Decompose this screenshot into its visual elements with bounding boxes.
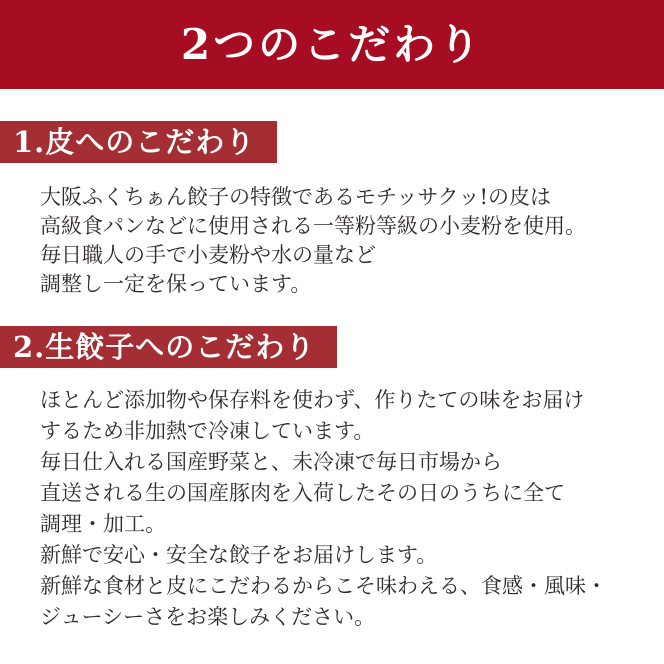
text-line: 毎日仕入れる国産野菜と、未冷凍で毎日市場から bbox=[40, 450, 502, 474]
header-banner bbox=[0, 0, 664, 89]
section-1-body bbox=[40, 183, 644, 299]
text-line: ほとんど添加物や保存料を使わず、作りたての味をお届け bbox=[40, 388, 585, 412]
text-line: 調理・加工。 bbox=[40, 512, 166, 536]
text-line: 調整し一定を保っています。 bbox=[40, 272, 312, 296]
text-line: 毎日職人の手で小麦粉や水の量など bbox=[40, 243, 376, 267]
page-title: 2つのこだわり bbox=[180, 19, 484, 69]
section-1-heading-row bbox=[0, 121, 664, 163]
section-2-body bbox=[40, 385, 644, 633]
section-2-heading-bar: 2.生餃子へのこだわり bbox=[0, 326, 337, 368]
section-1-heading-bar: 1.皮へのこだわり bbox=[0, 121, 277, 163]
text-line: 直送される生の国産豚肉を入荷したその日のうちに全て bbox=[40, 481, 565, 505]
text-line: 高級食パンなどに使用される一等粉等級の小麦粉を使用。 bbox=[40, 214, 586, 238]
text-line: 新鮮で安心・安全な餃子をお届けします。 bbox=[40, 543, 438, 567]
text-line: 大阪ふくちぁん餃子の特徴であるモチッサクッ!の皮は bbox=[40, 185, 551, 209]
text-line: ジューシーさをお楽しみください。 bbox=[40, 605, 376, 629]
section-2-heading-row bbox=[0, 326, 664, 368]
text-line: 新鮮な食材と皮にこだわるからこそ味わえる、食感・風味・ bbox=[40, 574, 607, 598]
text-line: するため非加熱で冷凍しています。 bbox=[40, 419, 375, 443]
